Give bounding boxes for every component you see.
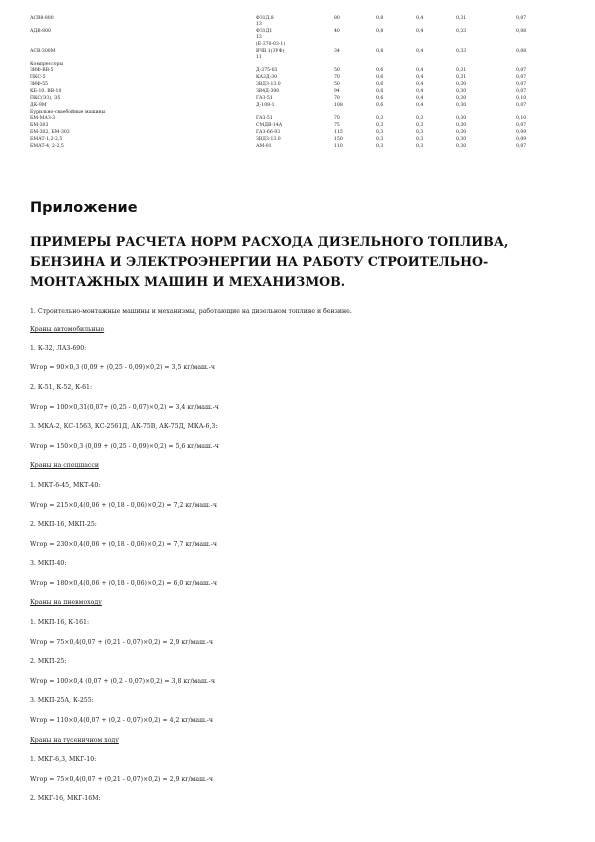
table-cell-coef-a: 0,3	[376, 144, 384, 149]
table-cell-machine: БМ-303	[30, 123, 49, 128]
section-heading: Краны на пневмоходу	[30, 599, 102, 606]
example-label: 2. МКП-25:	[30, 658, 67, 665]
table-cell-power: 40	[334, 29, 340, 34]
fuel-norms-table	[30, 16, 570, 151]
table-cell-engine: ГАЗ-51	[256, 96, 273, 101]
table-cell-engine: 3ВДЗ-13.0	[256, 137, 281, 142]
table-cell-engine: ЗВ4Д-300	[256, 89, 280, 94]
formula-line: Wгор = 215×0,4(0,06 + (0,18 - 0,06)×0,2) = 7,2 кг/маш.-ч	[30, 502, 217, 509]
table-cell-power: 50	[334, 82, 340, 87]
table-cell-engine: ФЗ1Д.8 13	[256, 16, 274, 27]
table-cell-norm-1: 0,30	[456, 89, 467, 94]
appendix-label: Приложение	[30, 200, 138, 216]
formula-line: Wгор = 90×0,3 (0,09 + (0,25 - 0,09)×0,2) = 3,5 кг/маш.-ч	[30, 364, 215, 371]
table-cell-coef-a: 0,8	[376, 29, 384, 34]
table-cell-coef-a: 0,3	[376, 116, 384, 121]
table-cell-norm-1: 0,30	[456, 82, 467, 87]
formula-line: Wгор = 150×0,3 (0,09 + (0,25 - 0,09)×0,2) = 5,6 кг/маш.-ч	[30, 443, 219, 450]
table-row	[30, 75, 570, 82]
example-label: 3. МКА-2, КС-1563, КС-2561Д, АК-75В, АК-75Д, МКА-6,3:	[30, 423, 218, 430]
table-cell-machine: БМ-МАЗ-3	[30, 116, 56, 121]
table-cell-norm-2: 0,09	[516, 137, 527, 142]
table-cell-engine: АМ-01	[256, 144, 272, 149]
table-cell-coef-a: 0,3	[376, 123, 384, 128]
table-cell-coef-b: 0,4	[416, 16, 424, 21]
formula-line: Wгор = 100×0,4 (0,07 + (0,2 - 0,07)×0,2) = 3,8 кг/маш.-ч	[30, 678, 215, 685]
table-cell-norm-1: 0,30	[456, 123, 467, 128]
table-row	[30, 144, 570, 151]
formula-line: Wгор = 75×0,4(0,07 + (0,21 - 0,07)×0,2) = 2,9 кг/маш.-ч	[30, 776, 213, 783]
table-cell-machine: БМАТ-4, 2-2,5	[30, 144, 64, 149]
table-section-title: Компрессоры	[30, 62, 64, 67]
table-row	[30, 16, 570, 29]
table-cell-norm-1: 0,31	[456, 16, 467, 21]
table-cell-norm-1: 0,31	[456, 68, 467, 73]
table-cell-norm-2: 0,08	[516, 49, 527, 54]
table-cell-power: 70	[334, 96, 340, 101]
table-cell-engine: ВЧВ.1(ЗУФ) 11	[256, 49, 285, 60]
section-heading: Краны автомобильные	[30, 326, 105, 333]
table-cell-norm-2: 0,09	[516, 130, 527, 135]
formula-line: Wгор = 230×0,4(0,06 + (0,18 - 0,06)×0,2) = 7,7 кг/маш.-ч	[30, 541, 217, 548]
table-cell-engine: ГАЗ-51	[256, 116, 273, 121]
table-cell-coef-b: 0,3	[416, 123, 424, 128]
table-cell-machine: АДВ-800	[30, 29, 51, 34]
table-row	[30, 123, 570, 130]
table-cell-power: 80	[334, 16, 340, 21]
table-row	[30, 137, 570, 144]
example-label: 1. К-32, ЛАЗ-690:	[30, 345, 87, 352]
table-cell-machine: ПКС-5	[30, 75, 46, 80]
table-cell-engine: Д-375-03	[256, 68, 278, 73]
intro-paragraph: 1. Строительно-монтажные машины и механизмы, работающие на дизельном топливе и бензине.	[30, 308, 352, 315]
table-cell-coef-a: 0,3	[376, 137, 384, 142]
table-row	[30, 103, 570, 110]
table-row	[30, 68, 570, 75]
table-cell-coef-b: 0,4	[416, 103, 424, 108]
table-cell-coef-b: 0,4	[416, 96, 424, 101]
table-cell-coef-b: 0,4	[416, 82, 424, 87]
table-cell-norm-2: 0,08	[516, 29, 527, 34]
table-cell-engine: (Е-370-03-1)	[256, 42, 286, 47]
table-cell-norm-1: 0,30	[456, 96, 467, 101]
table-cell-engine: ФЗ1Д1 13	[256, 29, 273, 40]
table-cell-norm-2: 0,10	[516, 116, 527, 121]
table-row	[30, 116, 570, 123]
table-cell-coef-a: 0,6	[376, 96, 384, 101]
table-cell-machine: БМ-302, БМ-303	[30, 130, 70, 135]
table-cell-norm-2: 0,07	[516, 123, 527, 128]
table-cell-norm-2: 0,07	[516, 16, 527, 21]
table-cell-engine: ГАЗ-66-03	[256, 130, 281, 135]
table-cell-power: 70	[334, 116, 340, 121]
table-cell-machine: БМАТ-1,2-2,5	[30, 137, 63, 142]
table-cell-power: 110	[334, 144, 343, 149]
document-title: ПРИМЕРЫ РАСЧЕТА НОРМ РАСХОДА ДИЗЕЛЬНОГО ТОПЛИВА, БЕНЗИНА И ЭЛЕКТРОЭНЕРГИИ НА РАБОТУ СТРОИТЕЛЬНО-МОНТАЖНЫХ МАШИН И МЕХАНИЗМОВ.	[30, 234, 509, 289]
example-label: 3. МКП-25А, К-255:	[30, 697, 94, 704]
table-cell-coef-a: 0,6	[376, 75, 384, 80]
table-row	[30, 42, 570, 49]
formula-line: Wгор = 100×0,31(0,07+ (0,25 - 0,07)×0,2) = 3,4 кг/маш.-ч	[30, 404, 219, 411]
table-cell-machine: АСВ-300М	[30, 49, 56, 54]
table-row	[30, 130, 570, 137]
table-cell-engine: КА3Д-30	[256, 75, 278, 80]
table-cell-machine: ДК-9М	[30, 103, 47, 108]
table-cell-norm-1: 0,30	[456, 116, 467, 121]
table-cell-power: 70	[334, 75, 340, 80]
table-cell-coef-a: 0,3	[376, 130, 384, 135]
table-row	[30, 89, 570, 96]
table-cell-coef-b: 0,3	[416, 144, 424, 149]
table-cell-coef-b: 0,3	[416, 130, 424, 135]
table-cell-machine: КБ-10, ВВ-10	[30, 89, 62, 94]
table-cell-coef-a: 0,8	[376, 16, 384, 21]
table-cell-norm-2: 0,07	[516, 75, 527, 80]
formula-line: Wгор = 180×0,4(0,06 + (0,18 - 0,06)×0,2) = 6,0 кг/маш.-ч	[30, 580, 217, 587]
table-cell-coef-b: 0,4	[416, 49, 424, 54]
table-row	[30, 96, 570, 103]
table-cell-power: 75	[334, 123, 340, 128]
table-cell-machine: ПКС(ЭЗ), Э5	[30, 96, 61, 101]
table-cell-power: 150	[334, 137, 343, 142]
formula-line: Wгор = 75×0,4(0,07 + (0,21 - 0,07)×0,2) = 2,9 кг/маш.-ч	[30, 639, 213, 646]
table-cell-power: 50	[334, 68, 340, 73]
table-cell-engine: СМДВ-14А	[256, 123, 283, 128]
table-cell-power: 108	[334, 103, 343, 108]
section-heading: Краны на спецшасси	[30, 462, 99, 469]
table-cell-machine: ЗИФ-55	[30, 82, 49, 87]
table-cell-coef-b: 0,4	[416, 29, 424, 34]
table-cell-power: 115	[334, 130, 343, 135]
table-cell-norm-2: 0,07	[516, 103, 527, 108]
table-cell-norm-1: 0,33	[456, 49, 467, 54]
table-cell-norm-1: 0,30	[456, 137, 467, 142]
section-heading: Краны на гусеничном ходу	[30, 737, 119, 744]
table-cell-norm-1: 0,30	[456, 144, 467, 149]
example-label: 2. МКГ-16, МКГ-16М:	[30, 795, 101, 802]
table-cell-norm-1: 0,31	[456, 75, 467, 80]
table-cell-norm-2: 0,10	[516, 96, 527, 101]
table-cell-power: 94	[334, 89, 340, 94]
table-section-title: Бурильно-сваебойные машины	[30, 110, 106, 115]
table-cell-coef-a: 0,6	[376, 68, 384, 73]
formula-line: Wгор = 110×0,4(0,07 + (0,2 - 0,07)×0,2) = 4,2 кг/маш.-ч	[30, 717, 213, 724]
table-cell-coef-b: 0,3	[416, 137, 424, 142]
table-cell-coef-b: 0,4	[416, 75, 424, 80]
table-row	[30, 82, 570, 89]
example-label: 1. МКГ-6,3, МКГ-10:	[30, 756, 97, 763]
example-label: 2. К-51, К-52, К-61:	[30, 384, 93, 391]
table-cell-norm-1: 0,30	[456, 103, 467, 108]
table-cell-norm-2: 0,07	[516, 68, 527, 73]
table-cell-coef-b: 0,4	[416, 68, 424, 73]
table-row	[30, 29, 570, 42]
table-cell-engine: 3ВДЗ-13.0	[256, 82, 281, 87]
table-cell-norm-2: 0,07	[516, 144, 527, 149]
table-cell-engine: Д-108-1	[256, 103, 275, 108]
example-label: 2. МКП-16, МКП-25:	[30, 521, 97, 528]
table-cell-machine: АСВ8-800	[30, 16, 54, 21]
table-cell-machine: ЗИФ-ВВ-5	[30, 68, 54, 73]
table-cell-coef-a: 0,8	[376, 49, 384, 54]
table-cell-norm-2: 0,07	[516, 82, 527, 87]
table-cell-coef-a: 0,6	[376, 103, 384, 108]
table-cell-coef-b: 0,3	[416, 116, 424, 121]
example-label: 1. МКТ-6-45, МКТ-40:	[30, 482, 101, 489]
table-row	[30, 49, 570, 62]
table-cell-coef-a: 0,6	[376, 89, 384, 94]
table-cell-power: 34	[334, 49, 340, 54]
example-label: 1. МКП-16, К-161:	[30, 619, 90, 626]
table-cell-coef-a: 0,6	[376, 82, 384, 87]
table-cell-norm-1: 0,30	[456, 130, 467, 135]
table-cell-norm-2: 0,07	[516, 89, 527, 94]
table-cell-norm-1: 0,33	[456, 29, 467, 34]
example-label: 3. МКП-40:	[30, 560, 67, 567]
table-cell-coef-b: 0,4	[416, 89, 424, 94]
